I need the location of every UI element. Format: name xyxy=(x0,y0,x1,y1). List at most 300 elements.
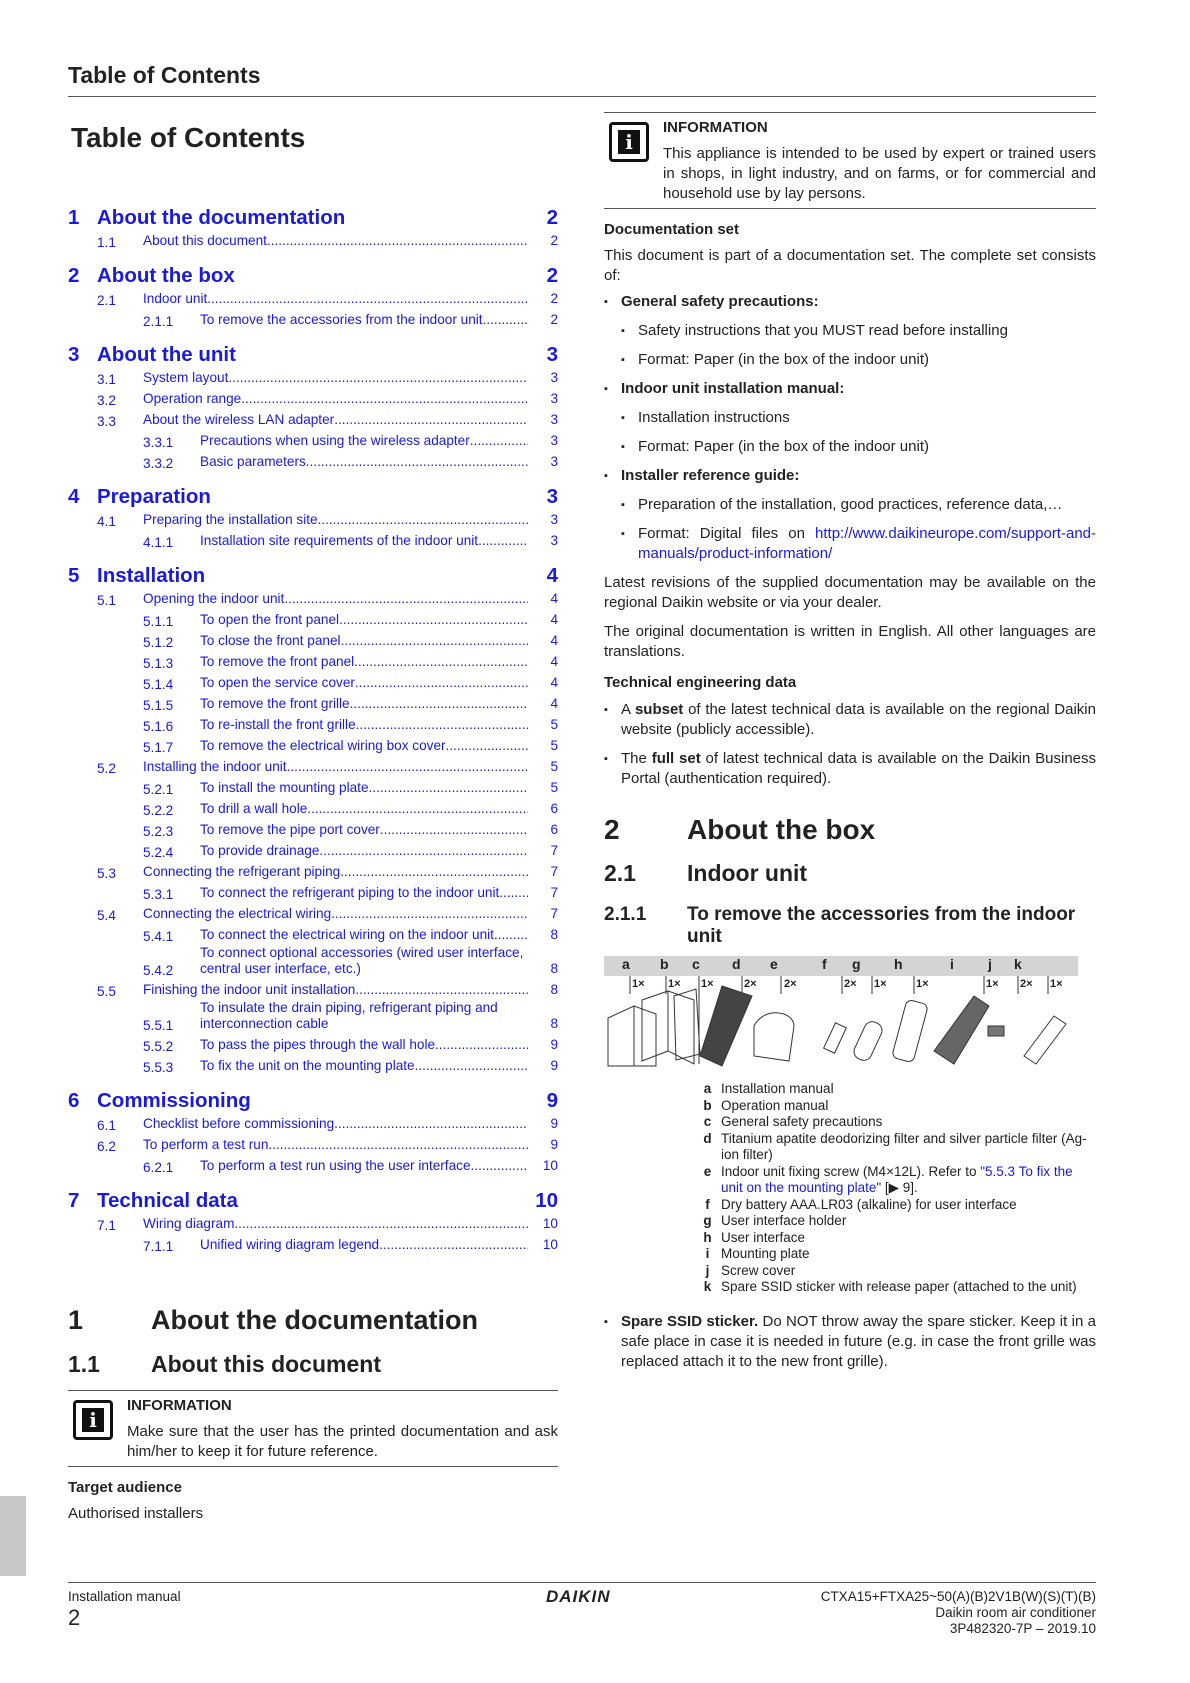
legend-row xyxy=(694,1263,1096,1280)
toc-section-title: Installation xyxy=(97,564,206,587)
legend-value-wrap xyxy=(721,1131,1096,1164)
section-title: About the documentation xyxy=(151,1305,478,1335)
toc-entry-page: 2 xyxy=(550,291,558,306)
toc-entry-title: To close the front panel xyxy=(200,633,341,648)
legend-row xyxy=(694,1213,1096,1230)
toc-entry-title: To perform a test run xyxy=(143,1137,269,1152)
toc-entry-page: 4 xyxy=(550,675,558,690)
toc-entry-page: 4 xyxy=(550,591,558,606)
toc-entry-page: 4 xyxy=(550,654,558,669)
toc-entry-link[interactable] xyxy=(68,777,558,798)
toc-entry-page: 4 xyxy=(550,633,558,648)
toc-leader-dots xyxy=(354,654,528,670)
legend-value-wrap xyxy=(721,1246,1096,1263)
toc-section-link[interactable] xyxy=(68,1089,558,1113)
documentation-item-title: Indoor unit installation manual: xyxy=(621,380,845,397)
toc-entry-link[interactable] xyxy=(68,651,558,672)
legend-key: k xyxy=(703,1279,712,1294)
information-box xyxy=(604,112,1096,209)
toc-section-page: 4 xyxy=(546,564,558,587)
legend-value: Titanium apatite deodorizing filter and silver particle filter (Ag-ion filter) xyxy=(721,1130,1087,1162)
toc-entry-link[interactable] xyxy=(68,672,558,693)
toc-entry-link[interactable] xyxy=(68,903,558,924)
legend-value: Dry battery AAA.LR03 (alkaline) for user interface xyxy=(721,1196,1017,1212)
toc-entry-page: 5 xyxy=(550,780,558,795)
left-column xyxy=(68,118,558,1524)
toc-entry-number: 5.1.5 xyxy=(143,698,174,713)
legend-value: Installation manual xyxy=(721,1081,834,1096)
legend-row xyxy=(694,1131,1096,1164)
technical-data-list xyxy=(604,700,1096,789)
subsubsection-number: 2.1.1 xyxy=(604,904,647,925)
documentation-sub-item xyxy=(621,524,1096,564)
toc-entry-number: 5.1.6 xyxy=(143,719,174,734)
toc-section-page: 9 xyxy=(546,1089,558,1112)
toc-entry-title-wrap xyxy=(143,759,528,777)
toc-entry-number: 5.1.2 xyxy=(143,635,174,650)
accessory-letter: b xyxy=(660,956,669,972)
toc-entry-title-wrap xyxy=(143,591,528,609)
toc-entry-page: 7 xyxy=(550,843,558,858)
toc-entry-number: 5.5.2 xyxy=(143,1039,174,1054)
toc-entry-title-wrap xyxy=(200,1237,528,1255)
toc-section-link[interactable] xyxy=(68,264,558,288)
toc-entry-title: Installation site requirements of the indoor unit xyxy=(200,533,479,548)
toc-entry-link[interactable] xyxy=(68,798,558,819)
toc-entry-page: 7 xyxy=(550,864,558,879)
toc-entry-title: Preparing the installation site xyxy=(143,512,318,527)
toc-entry-title: To open the service cover xyxy=(200,675,355,690)
daikin-logo: DAIKIN xyxy=(546,1587,611,1606)
toc-entry-link[interactable] xyxy=(68,430,558,451)
toc-entry-title-wrap xyxy=(200,312,528,330)
toc-entry-title: To remove the accessories from the indoor unit xyxy=(200,312,483,327)
toc-section-link[interactable] xyxy=(68,206,558,230)
accessories-drawing xyxy=(604,956,1084,1071)
toc-entry-page: 4 xyxy=(550,696,558,711)
toc-entry-page: 2 xyxy=(550,312,558,327)
toc-entry-page: 6 xyxy=(550,822,558,837)
toc-entry-link[interactable] xyxy=(68,979,558,1000)
toc-entry-title: To pass the pipes through the wall hole xyxy=(200,1037,436,1052)
toc-leader-dots xyxy=(334,1116,528,1132)
documentation-sub-list xyxy=(621,408,1096,457)
toc-entry-number: 5.5.1 xyxy=(143,1018,174,1033)
toc-entry-page: 3 xyxy=(550,391,558,406)
toc-section-title: About the documentation xyxy=(97,206,346,229)
toc-entry-page: 3 xyxy=(550,433,558,448)
legend-value-wrap xyxy=(721,1197,1096,1214)
toc-section-page: 10 xyxy=(535,1189,558,1212)
toc-entry-number: 4.1.1 xyxy=(143,535,174,550)
toc-entry-link[interactable] xyxy=(68,819,558,840)
toc-entry-link[interactable] xyxy=(68,630,558,651)
toc-entry-title-wrap xyxy=(200,843,528,861)
toc-entry-page: 8 xyxy=(550,982,558,997)
accessory-letter: j xyxy=(988,956,992,972)
toc-entry-link[interactable] xyxy=(68,1034,558,1055)
latest-revisions-text: Latest revisions of the supplied documentation may be available on the regional Daikin website or via your dealer. xyxy=(604,574,1096,611)
legend-value: Indoor unit fixing screw (M4×12L). Refer to xyxy=(721,1163,981,1179)
toc-entry-number: 5.1.7 xyxy=(143,740,174,755)
legend-value-wrap xyxy=(721,1213,1096,1230)
toc-entry-link[interactable] xyxy=(68,756,558,777)
toc-entry-number: 5.1.1 xyxy=(143,614,174,629)
toc-entry-page: 4 xyxy=(550,612,558,627)
information-icon: i xyxy=(73,1400,113,1440)
toc-entry-number: 3.2 xyxy=(97,393,116,408)
toc-entry-number: 2.1 xyxy=(97,293,116,308)
toc-entry-number: 5.4.2 xyxy=(143,963,174,978)
info-body: This appliance is intended to be used by expert or trained users in shops, in light industry, and on farms, or for commercial and household use by lay persons. xyxy=(663,145,1096,202)
toc-leader-dots xyxy=(318,512,528,528)
section-number: 1 xyxy=(68,1305,84,1335)
subsection-number: 1.1 xyxy=(68,1351,100,1377)
toc-section-title: About the box xyxy=(97,264,235,287)
toc-section-link[interactable] xyxy=(68,343,558,367)
toc-entry-title-wrap xyxy=(143,1137,528,1155)
footer-model: CTXA15+FTXA25~50(A)(B)2V1B(W)(S)(T)(B) xyxy=(820,1589,1096,1604)
legend-value: User interface holder xyxy=(721,1213,847,1228)
toc-entry-title-wrap xyxy=(200,454,528,472)
toc-entry-link[interactable] xyxy=(68,1113,558,1134)
subsection-title: About this document xyxy=(151,1351,381,1377)
toc-entry-link[interactable] xyxy=(68,861,558,882)
toc-leader-dots xyxy=(379,1237,528,1253)
legend-row xyxy=(694,1230,1096,1247)
toc-entry-number: 5.5.3 xyxy=(143,1060,174,1075)
toc-leader-dots xyxy=(287,759,528,775)
accessory-quantity: 2× xyxy=(844,978,857,990)
legend-row xyxy=(694,1114,1096,1131)
accessory-quantity: 1× xyxy=(632,978,645,990)
toc-entry-page: 5 xyxy=(550,738,558,753)
toc-entry-title-wrap xyxy=(200,675,528,693)
toc-entry-page: 6 xyxy=(550,801,558,816)
accessory-quantity: 1× xyxy=(668,978,681,990)
legend-suffix: [▶ 9]. xyxy=(881,1180,918,1195)
toc-entry-link[interactable] xyxy=(68,882,558,903)
documentation-sub-item: ▪ Format: Paper (in the box of the indoor unit) xyxy=(621,437,1096,457)
page-footer xyxy=(68,1582,1096,1636)
legend-value-wrap xyxy=(721,1098,1096,1115)
toc-entry-number: 5.1.4 xyxy=(143,677,174,692)
toc-entry-title-wrap xyxy=(200,533,528,551)
toc-entry-link[interactable] xyxy=(68,1234,558,1255)
support-link[interactable]: http://www.daikineurope.com/support-and-manuals/product-information/ xyxy=(638,525,1096,562)
toc-entry-link[interactable] xyxy=(68,230,558,251)
toc-entry-link[interactable] xyxy=(68,693,558,714)
toc-entry-link[interactable] xyxy=(68,735,558,756)
toc-entry-number: 5.5 xyxy=(97,984,116,999)
footer-page-number: 2 xyxy=(68,1605,81,1630)
toc-entry-number: 5.1.3 xyxy=(143,656,174,671)
legend-key: i xyxy=(705,1246,710,1261)
toc-entry-number: 5.4 xyxy=(97,908,116,923)
toc-title: Table of Contents xyxy=(71,122,306,153)
legend-row xyxy=(694,1081,1096,1098)
documentation-item-title: General safety precautions: xyxy=(621,293,819,310)
tech-pre: A xyxy=(621,701,635,718)
toc-entry-link[interactable] xyxy=(68,509,558,530)
toc-leader-dots xyxy=(446,738,528,754)
legend-row xyxy=(694,1197,1096,1214)
documentation-item-title: Installer reference guide: xyxy=(621,467,800,484)
toc-entry-title: About this document xyxy=(143,233,267,248)
accessories-illustration xyxy=(604,956,1084,1071)
legend-value: User interface xyxy=(721,1229,806,1245)
section-heading xyxy=(68,1305,558,1336)
documentation-sub-list xyxy=(621,321,1096,370)
accessory-letter: d xyxy=(732,956,741,972)
toc-leader-dots xyxy=(319,843,528,859)
toc-entry-number: 5.2 xyxy=(97,761,116,776)
toc-entry-title: Operation range xyxy=(143,391,242,406)
legend-value-wrap xyxy=(721,1230,1096,1247)
toc-entry-number: 3.3.1 xyxy=(143,435,174,450)
subsection-number: 2.1 xyxy=(604,860,636,886)
toc-entry-number: 5.3 xyxy=(97,866,116,881)
toc-leader-dots xyxy=(350,696,528,712)
toc-entry-title: To remove the pipe port cover xyxy=(200,822,380,837)
documentation-item xyxy=(604,466,1096,564)
toc-entry-number: 6.2 xyxy=(97,1139,116,1154)
toc-entry-number: 6.1 xyxy=(97,1118,116,1133)
toc-section-number: 2 xyxy=(68,264,80,287)
accessory-letter: f xyxy=(822,956,827,972)
subsection-heading xyxy=(68,1351,558,1378)
accessory-quantity: 2× xyxy=(744,978,757,990)
legend-key: g xyxy=(703,1213,712,1228)
legend-key: a xyxy=(703,1081,712,1096)
spare-sticker-list xyxy=(604,1312,1096,1372)
toc-leader-dots xyxy=(356,717,528,733)
toc-entry-title: To remove the electrical wiring box cover xyxy=(200,738,446,753)
documentation-sub-list xyxy=(621,495,1096,564)
table-of-contents xyxy=(68,206,558,1255)
toc-entry-title-wrap xyxy=(200,1000,528,1034)
toc-entry-title: Precautions when using the wireless adapter xyxy=(200,433,470,448)
toc-entry-title-wrap xyxy=(200,1058,528,1076)
accessory-letter: h xyxy=(894,956,903,972)
toc-entry-page: 10 xyxy=(542,1216,558,1231)
toc-section-link[interactable] xyxy=(68,485,558,509)
legend-value-wrap xyxy=(721,1164,1096,1197)
legend-row xyxy=(694,1098,1096,1115)
toc-entry-link[interactable] xyxy=(68,840,558,861)
toc-entry-title: To re-install the front grille xyxy=(200,717,356,732)
toc-section-number: 5 xyxy=(68,564,80,587)
subsubsection-title: To remove the accessories from the indoor unit xyxy=(687,904,1076,947)
tech-post: of latest technical data is available on the Daikin Business Portal (authentication required). xyxy=(621,750,1097,787)
toc-section-title: Technical data xyxy=(97,1189,238,1212)
spare-sticker-bold: Spare SSID sticker. xyxy=(621,1312,759,1330)
toc-entry-page: 3 xyxy=(550,370,558,385)
accessory-quantity: 1× xyxy=(874,978,887,990)
accessory-letter: e xyxy=(770,956,778,972)
accessory-quantity: 1× xyxy=(701,978,714,990)
footer-docref: 3P482320-7P – 2019.10 xyxy=(949,1621,1096,1636)
info-title: INFORMATION xyxy=(127,1397,232,1414)
toc-entry-page: 7 xyxy=(550,906,558,921)
footer-product: Daikin room air conditioner xyxy=(935,1605,1096,1620)
toc-entry-title: To drill a wall hole xyxy=(200,801,308,816)
toc-entry-title: System layout xyxy=(143,370,229,385)
technical-data-item xyxy=(604,700,1096,740)
toc-entry-link[interactable] xyxy=(68,714,558,735)
documentation-set-list xyxy=(604,292,1096,564)
toc-entry-link[interactable] xyxy=(68,451,558,472)
toc-entry-link[interactable] xyxy=(68,1155,558,1176)
toc-entry-number: 7.1 xyxy=(97,1218,116,1233)
info-title: INFORMATION xyxy=(663,119,768,136)
toc-entry-number: 6.2.1 xyxy=(143,1160,174,1175)
legend-row xyxy=(694,1279,1096,1296)
toc-leader-dots xyxy=(207,291,528,307)
toc-entry-title: Opening the indoor unit xyxy=(143,591,285,606)
toc-section-link[interactable] xyxy=(68,1189,558,1213)
toc-entry-link[interactable] xyxy=(68,367,558,388)
toc-entry-title: Indoor unit xyxy=(143,291,208,306)
spare-sticker-note xyxy=(604,1312,1096,1372)
toc-entry-number: 5.2.2 xyxy=(143,803,174,818)
toc-leader-dots xyxy=(268,1137,528,1153)
toc-entry-link[interactable] xyxy=(68,309,558,330)
toc-entry-title-wrap xyxy=(200,822,528,840)
toc-leader-dots xyxy=(415,1058,528,1074)
toc-section-page: 2 xyxy=(546,206,558,229)
toc-entry-number: 3.1 xyxy=(97,372,116,387)
accessory-quantity: 1× xyxy=(916,978,929,990)
toc-entry-title-wrap xyxy=(143,906,528,924)
toc-entry-link[interactable] xyxy=(68,924,558,945)
toc-entry-page: 10 xyxy=(542,1237,558,1252)
toc-section-page: 3 xyxy=(546,485,558,508)
subsection-title: Indoor unit xyxy=(687,860,808,886)
toc-entry-page: 3 xyxy=(550,512,558,527)
toc-entry-link[interactable] xyxy=(68,409,558,430)
page-side-tab xyxy=(0,1496,26,1576)
accessory-letter: i xyxy=(950,956,954,972)
toc-entry-page: 8 xyxy=(550,1016,558,1031)
toc-entry-link[interactable] xyxy=(68,1000,558,1034)
legend-row xyxy=(694,1164,1096,1197)
legend-value: Mounting plate xyxy=(721,1246,810,1261)
toc-entry-link[interactable] xyxy=(68,388,558,409)
toc-entry-title-wrap xyxy=(143,391,528,409)
toc-section-title: About the unit xyxy=(97,343,236,366)
tech-pre: The xyxy=(621,750,652,767)
toc-entry-number: 5.3.1 xyxy=(143,887,174,902)
information-box xyxy=(68,1390,558,1467)
toc-entry-number: 5.4.1 xyxy=(143,929,174,944)
toc-entry-title: Unified wiring diagram legend xyxy=(200,1237,380,1252)
toc-entry-number: 4.1 xyxy=(97,514,116,529)
technical-data-item xyxy=(604,749,1096,789)
legend-reference-link[interactable]: "5.5.3 To fix the unit on the mounting plate" xyxy=(721,1163,1073,1195)
toc-entry-title: Wiring diagram xyxy=(143,1216,235,1231)
toc-entry-title: Installing the indoor unit xyxy=(143,759,287,774)
target-audience-text: Authorised installers xyxy=(68,1505,204,1522)
toc-entry-link[interactable] xyxy=(68,945,558,979)
toc-entry-link[interactable] xyxy=(68,1134,558,1155)
toc-entry-number: 5.2.1 xyxy=(143,782,174,797)
toc-section-link[interactable] xyxy=(68,564,558,588)
accessory-letter: g xyxy=(852,956,861,972)
toc-leader-dots xyxy=(307,801,528,817)
toc-entry-link[interactable] xyxy=(68,1213,558,1234)
toc-entry-title-wrap xyxy=(143,233,528,251)
toc-leader-dots xyxy=(483,312,528,328)
toc-entry-link[interactable] xyxy=(68,1055,558,1076)
toc-leader-dots xyxy=(499,885,528,901)
page-header xyxy=(68,62,1096,97)
toc-entry-number: 5.2.3 xyxy=(143,824,174,839)
toc-entry-title: To perform a test run using the user interface xyxy=(200,1158,471,1173)
accessory-quantity: 1× xyxy=(1050,978,1063,990)
accessory-letter: a xyxy=(622,956,630,972)
toc-entry-link[interactable] xyxy=(68,609,558,630)
toc-entry-title: To remove the front grille xyxy=(200,696,350,711)
toc-entry-page: 3 xyxy=(550,412,558,427)
toc-entry-link[interactable] xyxy=(68,530,558,551)
toc-entry-title: To fix the unit on the mounting plate xyxy=(200,1058,415,1073)
toc-entry-page: 8 xyxy=(550,927,558,942)
toc-entry-title: Basic parameters xyxy=(200,454,306,469)
accessory-letter: c xyxy=(692,956,700,972)
toc-entry-title: To connect the refrigerant piping to the indoor unit xyxy=(200,885,500,900)
toc-section-title: Preparation xyxy=(97,485,211,508)
toc-section-number: 1 xyxy=(68,206,80,229)
legend-key: f xyxy=(705,1196,710,1212)
toc-entry-title: Finishing the indoor unit installation xyxy=(143,982,356,997)
toc-entry-title: To connect the electrical wiring on the indoor unit xyxy=(200,927,494,942)
section-2-1-heading xyxy=(604,860,1096,887)
tech-bold: subset xyxy=(634,701,684,718)
toc-entry-title: To provide drainage xyxy=(200,843,320,858)
legend-row xyxy=(694,1246,1096,1263)
tech-bold: full set xyxy=(651,750,701,767)
documentation-sub-item: ▪ Installation instructions xyxy=(621,408,1096,428)
toc-entry-title-wrap xyxy=(143,982,528,1000)
toc-entry-title-wrap xyxy=(200,612,528,630)
toc-leader-dots xyxy=(339,612,528,628)
toc-entry-title-wrap xyxy=(200,1158,528,1176)
section-number: 2 xyxy=(604,814,620,845)
toc-entry-number: 5.2.4 xyxy=(143,845,174,860)
toc-leader-dots xyxy=(341,633,528,649)
legend-value-wrap xyxy=(721,1081,1096,1098)
toc-entry-link[interactable] xyxy=(68,288,558,309)
toc-section-number: 6 xyxy=(68,1089,80,1112)
toc-leader-dots xyxy=(334,412,528,428)
toc-entry-title-wrap xyxy=(143,412,528,430)
toc-entry-title-wrap xyxy=(200,1037,528,1055)
toc-entry-title-wrap xyxy=(200,885,528,903)
toc-entry-page: 7 xyxy=(550,885,558,900)
legend-value: General safety precautions xyxy=(721,1114,883,1129)
documentation-sub-item: ▪ Safety instructions that you MUST read before installing xyxy=(621,321,1096,341)
toc-entry-title: About the wireless LAN adapter xyxy=(143,412,335,427)
toc-leader-dots xyxy=(331,906,528,922)
toc-entry-title-wrap xyxy=(200,696,528,714)
tech-post: of the latest technical data is available on the regional Daikin website (publicly accessible). xyxy=(621,701,1096,738)
toc-entry-title-wrap xyxy=(143,291,528,309)
legend-key: j xyxy=(705,1262,710,1278)
toc-section-page: 2 xyxy=(546,264,558,287)
toc-entry-link[interactable] xyxy=(68,588,558,609)
toc-leader-dots xyxy=(234,1216,528,1232)
